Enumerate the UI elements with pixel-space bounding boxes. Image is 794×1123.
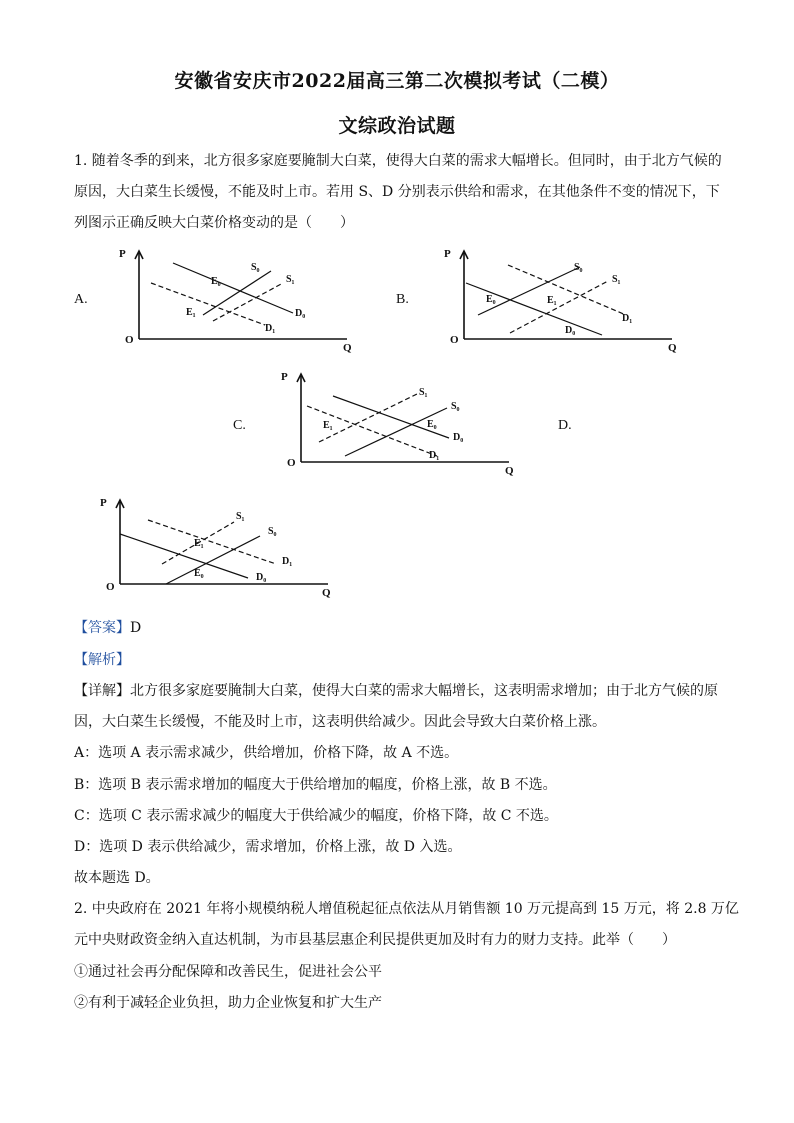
graph-b-s0-label: S₀: [574, 262, 583, 273]
graph-a-d0-label: D₀: [295, 308, 306, 319]
graph-b-e0-label: E₀: [486, 294, 496, 305]
graph-d-e0-label: E₀: [194, 568, 204, 579]
graph-b-s1-label: S₁: [612, 274, 621, 285]
option-a-label: A.: [74, 292, 88, 307]
graph-c-d1-label: D₁: [429, 450, 440, 461]
detail-line-3: A：选项 A 表示需求减少，供给增加，价格下降，故 A 不选。: [74, 745, 459, 761]
answer-value: D: [130, 620, 142, 636]
graph-c-origin-label: O: [287, 457, 296, 469]
graph-c-e1-label: E₁: [323, 420, 333, 431]
q2-item-2: ②有利于减轻企业负担，助力企业恢复和扩大生产: [74, 995, 382, 1011]
graph-c: [277, 368, 527, 476]
graph-a-s1-label: S₁: [286, 274, 295, 285]
graph-c-s0-label: S₀: [451, 401, 460, 412]
graph-d-e1-label: E₁: [194, 538, 204, 549]
q2-item-1: ①通过社会再分配保障和改善民生，促进社会公平: [74, 964, 382, 980]
detail-line-2: 因，大白菜生长缓慢，不能及时上市，这表明供给减少。因此会导致大白菜价格上涨。: [74, 714, 606, 730]
q1-stem-line-1: 1. 随着冬季的到来，北方很多家庭要腌制大白菜，使得大白菜的需求大幅增长。但同时，由于北方气候的: [74, 153, 722, 169]
graph-a-q-label: Q: [343, 342, 352, 354]
graph-c-d0-label: D₀: [453, 432, 464, 443]
option-c-label: C.: [233, 418, 246, 433]
q2-stem-line-1: 2. 中央政府在 2021 年将小规模纳税人增值税起征点依法从月销售额 10 万元提高到 15 万元，将 2.8 万亿: [74, 901, 739, 917]
graph-d-p-label: P: [100, 497, 107, 509]
graph-d-q-label: Q: [322, 587, 331, 599]
graph-b-q-label: Q: [668, 342, 677, 354]
graph-b-d0-label: D₀: [565, 325, 576, 336]
detail-line-4: B：选项 B 表示需求增加的幅度大于供给增加的幅度，价格上涨，故 B 不选。: [74, 777, 557, 793]
detail-line-1: 【详解】北方很多家庭要腌制大白菜，使得大白菜的需求大幅增长，这表明需求增加；由于北方气候的原: [74, 683, 718, 699]
detail-line-6: D：选项 D 表示供给减少，需求增加，价格上涨，故 D 入选。: [74, 839, 462, 855]
graph-a-e0-label: E₀: [211, 276, 221, 287]
graph-c-e0-label: E₀: [427, 419, 437, 430]
graph-a-s0-label: S₀: [251, 262, 260, 273]
graph-a-e1-label: E₁: [186, 307, 196, 318]
page-subtitle: 文综政治试题: [338, 115, 456, 137]
graph-b-d1-label: D₁: [622, 313, 633, 324]
graph-d-d0-label: D₀: [256, 572, 267, 583]
answer-tag: 【答案】: [74, 620, 130, 636]
q2-stem-line-2: 元中央财政资金纳入直达机制，为市县基层惠企利民提供更加及时有力的财力支持。此举（ ）: [74, 932, 676, 948]
graph-a-origin-label: O: [125, 334, 134, 346]
graph-b-origin-label: O: [450, 334, 459, 346]
graph-c-s1-label: S₁: [419, 387, 428, 398]
page-title: 安徽省安庆市2022届高三第二次模拟考试（二模）: [174, 70, 620, 92]
graph-d-s0-label: S₀: [268, 526, 277, 537]
analysis-tag: 【解析】: [74, 652, 130, 668]
graph-c-p-label: P: [281, 371, 288, 383]
graph-b: [440, 245, 690, 353]
q1-stem-line-3: 列图示正确反映大白菜价格变动的是（ ）: [74, 215, 354, 231]
graph-d: [96, 494, 346, 602]
q1-stem-line-2: 原因，大白菜生长缓慢，不能及时上市。若用 S、D 分别表示供给和需求，在其他条件不变的情况下，下: [74, 184, 720, 200]
graph-b-p-label: P: [444, 248, 451, 260]
graph-a-p-label: P: [119, 248, 126, 260]
graph-b-e1-label: E₁: [547, 295, 557, 306]
answer-line: [74, 618, 734, 638]
graph-c-q-label: Q: [505, 465, 514, 477]
detail-line-5: C：选项 C 表示需求减少的幅度大于供给减少的幅度，价格下降，故 C 不选。: [74, 808, 558, 824]
graph-d-d1-label: D₁: [282, 556, 293, 567]
graph-d-s1-label: S₁: [236, 511, 245, 522]
graph-a-d1-label: D₁: [265, 323, 276, 334]
graph-d-origin-label: O: [106, 581, 115, 593]
option-d-label: D.: [558, 418, 572, 433]
graph-a: [115, 245, 365, 353]
option-b-label: B.: [396, 292, 409, 307]
detail-line-7: 故本题选 D。: [74, 870, 160, 886]
